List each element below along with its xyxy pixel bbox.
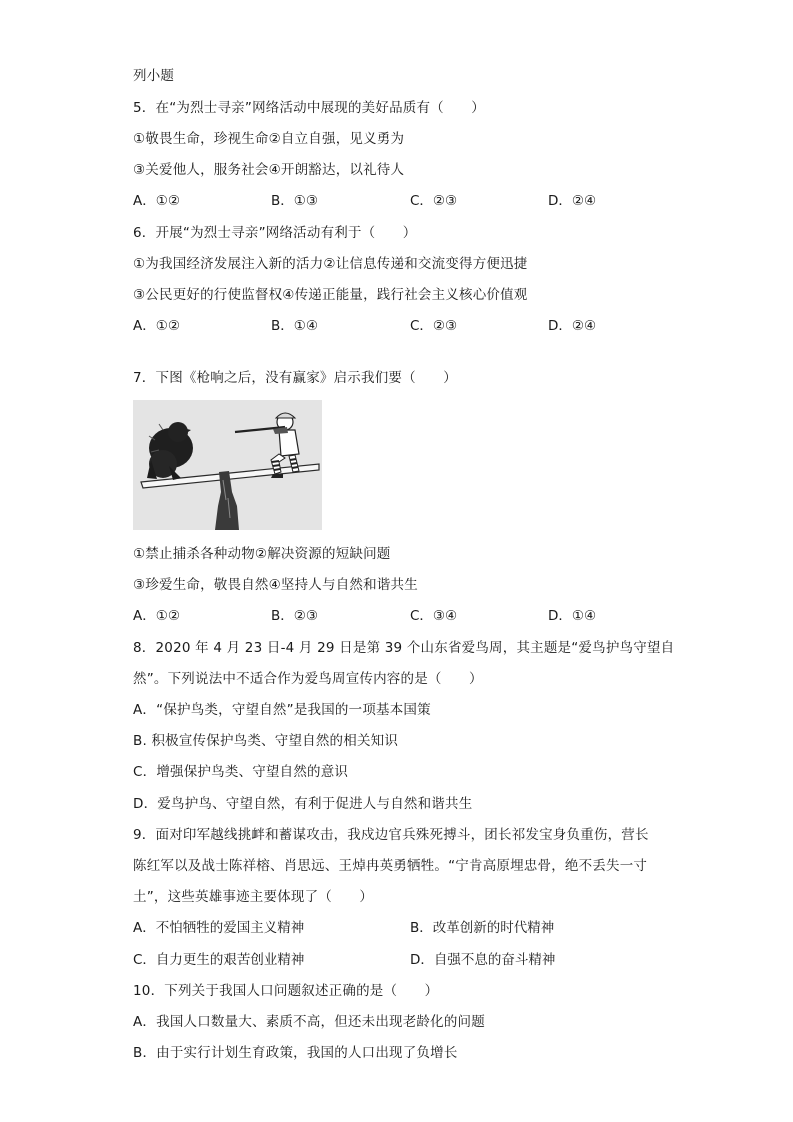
q7-statement-2: ③珍爱生命，敬畏自然④坚持人与自然和谐共生: [133, 577, 418, 593]
q5-statement-1: ①敬畏生命，珍视生命②自立自强，见义勇为: [133, 131, 405, 147]
q9-option-c[interactable]: C．自力更生的艰苦创业精神: [133, 952, 305, 968]
q10-option-a[interactable]: A．我国人口数量大、素质不高，但还未出现老龄化的问题: [133, 1014, 485, 1030]
q9-stem-line-1: 9．面对印军越线挑衅和蓄谋攻击，我戍边官兵殊死搏斗，团长祁发宝身负重伤，营长: [133, 827, 649, 843]
q6-option-c[interactable]: C．②③: [410, 318, 458, 334]
q9-option-b[interactable]: B．改革创新的时代精神: [410, 920, 555, 936]
q5-statement-2: ③关爱他人，服务社会④开朗豁达，以礼待人: [133, 162, 405, 178]
q5-stem: 5．在“为烈士寻亲”网络活动中展现的美好品质有（ ）: [133, 100, 485, 116]
cartoon-hunter-and-bear-illustration: [133, 400, 322, 530]
q8-stem-line-2: 然”。下列说法中不适合作为爱鸟周宣传内容的是（ ）: [133, 671, 483, 687]
q6-option-d[interactable]: D．②④: [548, 318, 597, 334]
q5-option-d[interactable]: D．②④: [548, 193, 597, 209]
q7-option-c[interactable]: C．③④: [410, 608, 458, 624]
q7-option-b[interactable]: B．②③: [271, 608, 318, 624]
q7-option-a[interactable]: A．①②: [133, 608, 180, 624]
q7-stem: 7．下图《枪响之后，没有赢家》启示我们要（ ）: [133, 370, 457, 386]
q8-stem-line-1: 8．2020 年 4 月 23 日-4 月 29 日是第 39 个山东省爱鸟周，其主题是“爱鸟护鸟守望自: [133, 640, 675, 656]
q8-option-d[interactable]: D．爱鸟护鸟、守望自然，有利于促进人与自然和谐共生: [133, 796, 473, 812]
q9-stem-line-2: 陈红军以及战士陈祥榕、肖思远、王焯冉英勇牺牲。“宁肯高原埋忠骨，绝不丢失一寸: [133, 858, 648, 874]
q5-option-b[interactable]: B．①③: [271, 193, 318, 209]
q10-stem: 10．下列关于我国人口问题叙述正确的是（ ）: [133, 983, 439, 999]
q9-option-a[interactable]: A．不怕牺牲的爱国主义精神: [133, 920, 305, 936]
q7-option-d[interactable]: D．①④: [548, 608, 597, 624]
q7-statement-1: ①禁止捕杀各种动物②解决资源的短缺问题: [133, 546, 391, 562]
q10-option-b[interactable]: B．由于实行计划生育政策，我国的人口出现了负增长: [133, 1045, 458, 1061]
q6-stem: 6．开展“为烈士寻亲”网络活动有利于（ ）: [133, 225, 417, 241]
q8-option-c[interactable]: C．增强保护鸟类、守望自然的意识: [133, 764, 349, 780]
q6-option-a[interactable]: A．①②: [133, 318, 180, 334]
q6-statement-2: ③公民更好的行使监督权④传递正能量，践行社会主义核心价值观: [133, 287, 528, 303]
q5-option-c[interactable]: C．②③: [410, 193, 458, 209]
q8-option-a[interactable]: A．“保护鸟类，守望自然”是我国的一项基本国策: [133, 702, 431, 718]
q6-option-b[interactable]: B．①④: [271, 318, 318, 334]
header-fragment: 列小题: [133, 68, 175, 84]
q6-statement-1: ①为我国经济发展注入新的活力②让信息传递和交流变得方便迅捷: [133, 256, 528, 272]
q8-option-b[interactable]: B. 积极宣传保护鸟类、守望自然的相关知识: [133, 733, 399, 749]
q9-option-d[interactable]: D．自强不息的奋斗精神: [410, 952, 556, 968]
q9-stem-line-3: 土”，这些英雄事迹主要体现了（ ）: [133, 889, 374, 905]
cartoon-figure: [133, 400, 322, 530]
q5-option-a[interactable]: A．①②: [133, 193, 180, 209]
